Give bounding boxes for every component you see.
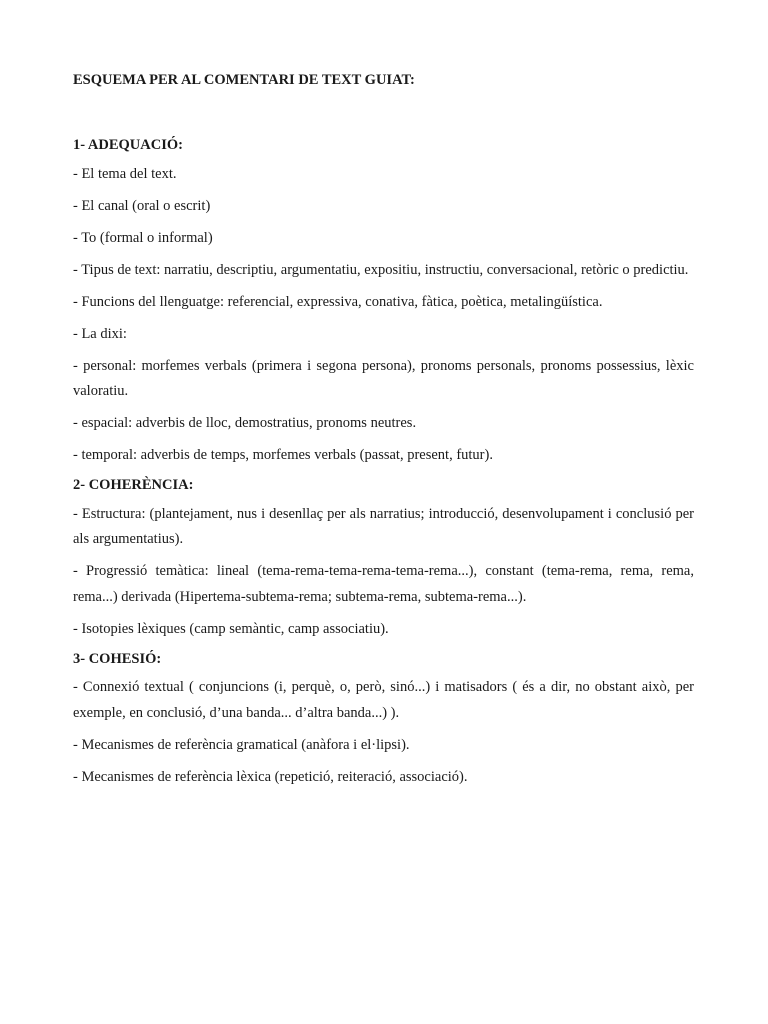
list-item: - personal: morfemes verbals (primera i segona persona), pronoms personals, pronoms possessius, lèxic valoratiu. — [73, 357, 694, 399]
list-item: - El tema del text. — [73, 165, 177, 182]
list-item: - La dixi: — [73, 325, 127, 342]
list-item: - temporal: adverbis de temps, morfemes verbals (passat, present, futur). — [73, 447, 493, 463]
list-item: - Estructura: (plantejament, nus i desenllaç per als narratius; introducció, desenvolupament i conclusió per als argumentatius). — [73, 505, 694, 547]
section-heading-coherencia: 2- COHERÈNCIA: — [73, 477, 194, 493]
list-item: - espacial: adverbis de lloc, demostratius, pronoms neutres. — [73, 415, 417, 431]
list-item: - To (formal o informal) — [73, 229, 213, 246]
list-item: - Isotopies lèxiques (camp semàntic, camp associatiu). — [73, 620, 389, 637]
list-item: - Progressió temàtica: lineal (tema-rema-tema-rema-tema-rema...), constant (tema-rema, rema, rema, rema...) derivada (Hipertema-subtema-rema; subtema-rema, subtema-rema...). — [73, 563, 694, 605]
document-title: ESQUEMA PER AL COMENTARI DE TEXT GUIAT: — [73, 72, 415, 88]
list-item: - Funcions del llenguatge: referencial, expressiva, conativa, fàtica, poètica, metalingüística. — [73, 293, 603, 310]
section-heading-adequacio: 1- ADEQUACIÓ: — [73, 137, 183, 153]
list-item: - Mecanismes de referència gramatical (anàfora i el·lipsi). — [73, 736, 410, 753]
list-item: - El canal (oral o escrit) — [73, 197, 211, 214]
section-heading-cohesio: 3- COHESIÓ: — [73, 650, 162, 667]
spacer — [73, 90, 694, 135]
list-item: - Mecanismes de referència lèxica (repetició, reiteració, associació). — [73, 768, 468, 785]
list-item: - Tipus de text: narratiu, descriptiu, argumentatiu, expositiu, instructiu, conversacional, retòric o predictiu. — [73, 261, 689, 278]
list-item: - Connexió textual ( conjuncions (i, perquè, o, però, sinó...) i matisadors ( és a dir, no obstant això, per exemple, en conclusió, d’una banda... d’altra banda...) ). — [73, 679, 694, 721]
